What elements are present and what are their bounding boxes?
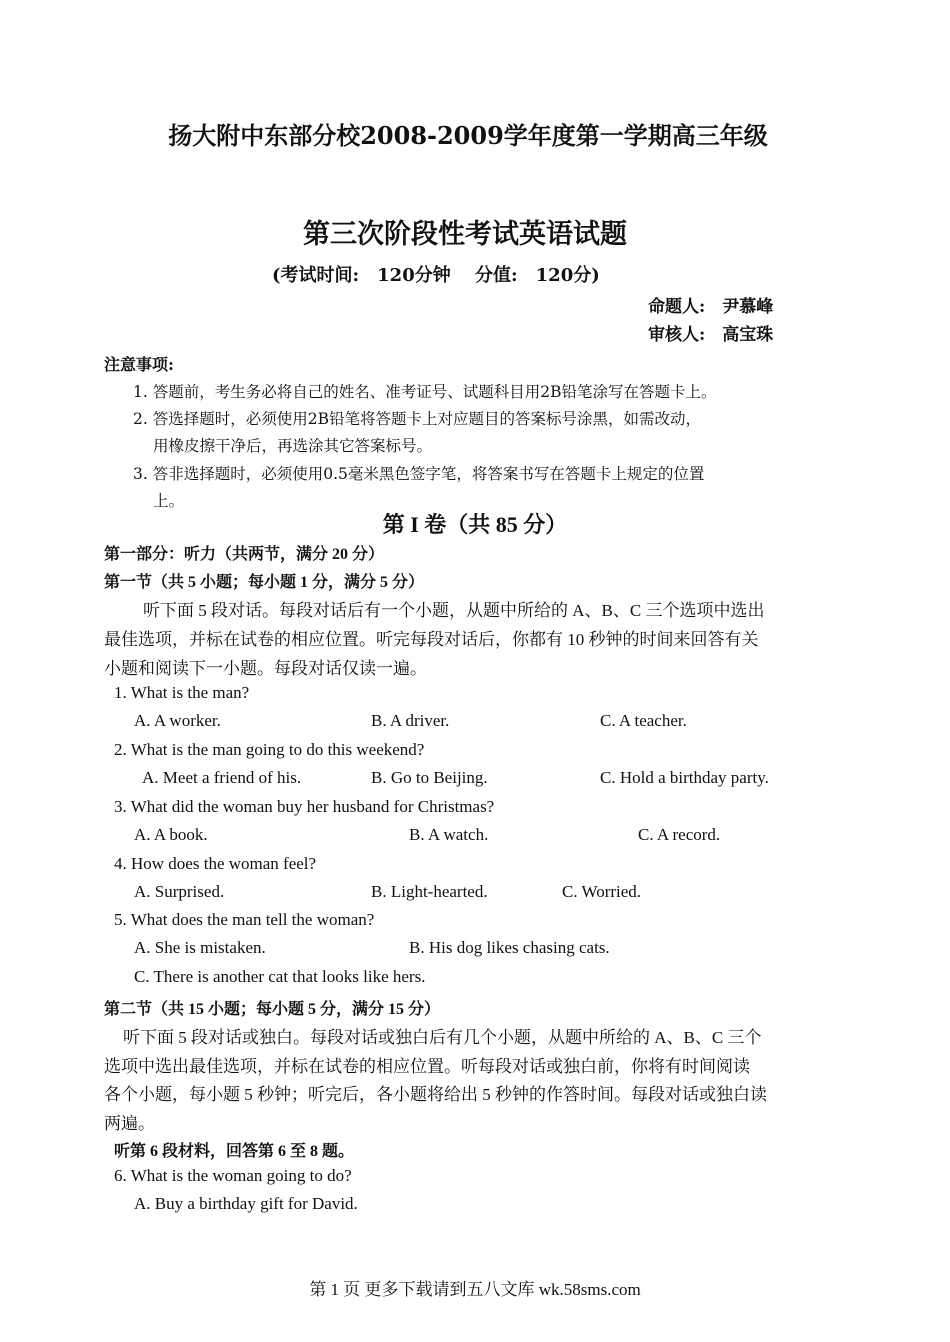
note-item-3: 3. 答非选择题时，必须使用0.5毫米黑色签字笔，将答案书写在答题卡上规定的位置 <box>133 465 705 483</box>
question-stem: 1. What is the man? <box>114 683 250 702</box>
section2-instr-line: 选项中选出最佳选项，并标在试卷的相应位置。听每段对话或独白前，你将有时间阅读 <box>104 1057 750 1076</box>
section1-instr-line: 最佳选项，并标在试卷的相应位置。听完每段对话后，你都有 10 秒钟的时间来回答有关 <box>104 630 759 649</box>
option-b: B. A driver. <box>371 711 450 730</box>
option-c: C. Worried. <box>562 882 642 901</box>
question-stem: 5. What does the man tell the woman? <box>114 910 375 929</box>
question-stem: 3. What did the woman buy her husband for Christmas? <box>114 797 495 816</box>
option-c: C. There is another cat that looks like hers. <box>134 967 426 986</box>
option-b: B. Go to Beijing. <box>371 768 488 787</box>
option-b: B. His dog likes chasing cats. <box>409 938 610 957</box>
part1-heading: 第一部分：听力（共两节，满分 20 分） <box>104 546 385 563</box>
section1-instr-line: 听下面 5 段对话。每段对话后有一个小题，从题中所给的 A、B、C 三个选项中选出 <box>143 601 765 620</box>
option-c: C. A teacher. <box>600 711 687 730</box>
question-stem: 2. What is the man going to do this weekend? <box>114 740 425 759</box>
reviewer: 审核人: 高宝珠 <box>648 325 774 345</box>
note-item-2: 2. 答选择题时，必须使用2B铅笔将答题卡上对应题目的答案标号涂黑，如需改动， <box>133 410 701 428</box>
option-b: B. Light-hearted. <box>371 882 488 901</box>
option-c: C. A record. <box>638 825 721 844</box>
notes-heading: 注意事项: <box>104 355 174 374</box>
section1-heading: 第一节（共 5 小题；每小题 1 分，满分 5 分） <box>104 574 425 591</box>
option-b: B. A watch. <box>409 825 489 844</box>
setter: 命题人: 尹慕峰 <box>648 297 774 317</box>
option-a: A. A worker. <box>134 711 221 730</box>
option-a: A. Meet a friend of his. <box>142 768 302 787</box>
school-title: 扬大附中东部分校2008-2009学年度第一学期高三年级 <box>168 121 768 150</box>
note-item-3-cont: 上。 <box>153 492 185 510</box>
section1-instr-line: 小题和阅读下一小题。每段对话仅读一遍。 <box>104 659 427 678</box>
option-a: A. Surprised. <box>134 882 225 901</box>
note-item-1: 1. 答题前，考生务必将自己的姓名、准考证号、试题科目用2B铅笔涂写在答题卡上。 <box>133 383 717 401</box>
question-stem: 4. How does the woman feel? <box>114 854 317 873</box>
option-a: A. Buy a birthday gift for David. <box>134 1194 358 1213</box>
page-footer: 第 1 页 更多下载请到五八文库 wk.58sms.com <box>309 1280 641 1299</box>
question-stem: 6. What is the woman going to do? <box>114 1166 352 1185</box>
material-heading: 听第 6 段材料，回答第 6 至 8 题。 <box>114 1143 355 1160</box>
option-c: C. Hold a birthday party. <box>600 768 769 787</box>
exam-title: 第三次阶段性考试英语试题 <box>303 219 627 250</box>
exam-info: (考试时间: 120分钟 分值: 120分) <box>272 265 600 286</box>
option-a: A. She is mistaken. <box>134 938 266 957</box>
note-item-2-cont: 用橡皮擦干净后，再选涂其它答案标号。 <box>153 437 433 455</box>
section2-instr-line: 听下面 5 段对话或独白。每段对话或独白后有几个小题，从题中所给的 A、B、C 三个 <box>123 1028 762 1047</box>
section2-heading: 第二节（共 15 小题；每小题 5 分，满分 15 分） <box>104 1001 441 1018</box>
volume-title: 第 I 卷（共 85 分） <box>382 512 568 537</box>
option-a: A. A book. <box>134 825 208 844</box>
section2-instr-line: 两遍。 <box>104 1114 155 1133</box>
section2-instr-line: 各个小题，每小题 5 秒钟；听完后，各小题将给出 5 秒钟的作答时间。每段对话或独白读 <box>104 1085 767 1104</box>
